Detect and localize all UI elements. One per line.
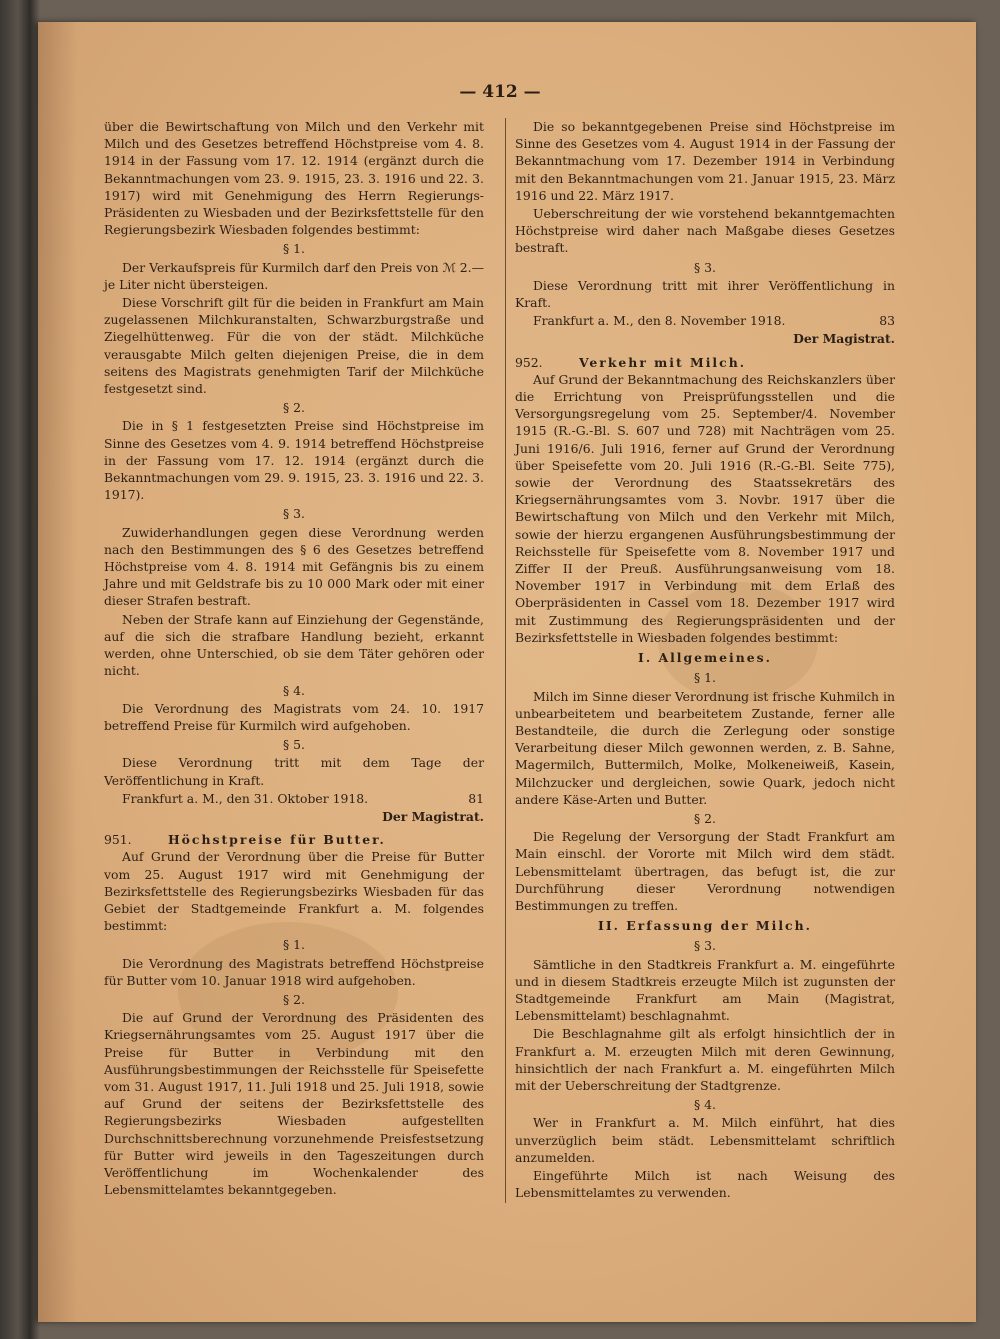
notice-heading: [515, 354, 895, 371]
paragraph: Auf Grund der Bekanntmachung des Reichskanzlers über die Errichtung von Preisprüfungsstellen und die Versorgungsregelung vom 25. September/4. November 1915 (R.-G.-Bl. S. 607 und 728) mit Nachträgen vom 25. Juni 1916/6. Juli 1916, ferner auf Grund der Verordnung über Speisefette vom 20. Juli 1916 (R.-G.-Bl. Seite 775), sowie der Verordnung des Staatssekretärs des Kriegsernährungsamtes vom 3. Novbr. 1917 über die Bewirtschaftung von Milch und den Verkehr mit Milch, sowie der hierzu ergangenen Ausführungsbestimmung der Reichsstelle für Speisefette vom 8. November 1917 und Ziffer II der Preuß. Ausführungsanweisung vom 18. November 1917 in Verbindung mit dem Erlaß des Oberpräsidenten in Cassel vom 18. Dezember 1917 wird mit Zustimmung des Regierungspräsidenten und der Bezirksfettstelle in Wiesbaden folgendes bestimmt:: [515, 371, 895, 645]
part-heading: II. Erfassung der Milch.: [598, 918, 812, 934]
paragraph: Die so bekanntgegebenen Preise sind Höchstpreise im Sinne des Gesetzes vom 4. August 1914 in der Fassung der Bekanntmachung vom 17. Dezember 1914 in Verbindung mit den Bekanntmachungen vom 21. Januar 1915, 23. März 1916 und 22. März 1917.: [515, 119, 895, 203]
paragraph: Milch im Sinne dieser Verordnung ist frische Kuhmilch in unbearbeitetem und bearbeitetem Zustande, ferner alle Bestandteile, die durch die Zerlegung oder sonstige Verarbeitung dieser Milch gewonnen werden, z. B. Sahne, Magermilch, Buttermilch, Molke, Molkeneiweiß, Kasein, Milchzucker und dergleichen, sowie Quark, jedoch nicht andere Käse-Arten und Butter.: [515, 688, 895, 807]
paragraph: über die Bewirtschaftung von Milch und den Verkehr mit Milch und des Gesetzes betreffend Höchstpreise vom 4. 8. 1914 in der Fassung vom 17. 12. 1914 (ergänzt durch die Bekanntmachungen vom 23. 9. 1915, 23. 3. 1916 und 22. 3. 1917) wird mit Genehmigung des Herrn Regierungs-Präsidenten zu Wiesbaden und der Bezirksfettstelle für den Regierungsbezirk Wiesbaden folgendes bestimmt:: [104, 119, 484, 238]
paragraph: Neben der Strafe kann auf Einziehung der Gegenstände, auf die sich die strafbare Handlung bezieht, erkannt werden, ohne Unterschied, ob sie dem Täter gehören oder nicht.: [104, 611, 484, 679]
paragraph: Diese Verordnung tritt mit ihrer Veröffentlichung in Kraft.: [515, 277, 895, 311]
signature-line: [104, 790, 484, 807]
section-label: § 2.: [283, 991, 305, 1007]
left-column: [104, 118, 484, 1218]
paragraph: Die Beschlagnahme gilt als erfolgt hinsichtlich der in Frankfurt a. M. erzeugten Milch mit deren Gewinnung, hinsichtlich der nach Frankfurt a. M. eingeführten Milch mit der Ueberschreitung der Stadtgrenze.: [515, 1026, 895, 1093]
section-label: § 3.: [694, 938, 716, 954]
page-number: — 412 —: [459, 82, 541, 102]
notice-heading: [104, 831, 484, 848]
paragraph: Die Verordnung des Magistrats betreffend Höchstpreise für Butter vom 10. Januar 1918 wird aufgehoben.: [104, 955, 484, 988]
section-label: § 1.: [283, 241, 305, 257]
section-label: § 5.: [283, 737, 305, 753]
issuing-authority: Der Magistrat.: [382, 808, 484, 824]
issuing-authority: Der Magistrat.: [793, 331, 895, 347]
part-heading: I. Allgemeines.: [638, 650, 772, 666]
paragraph: Eingeführte Milch ist nach Weisung des Lebensmittelamtes zu verwenden.: [515, 1167, 895, 1201]
notice-title: Höchstpreise für Butter.: [167, 832, 386, 848]
paragraph: Der Verkaufspreis für Kurmilch darf den Preis von ℳ 2.— je Liter nicht übersteigen.: [104, 259, 484, 292]
section-label: § 4.: [694, 1097, 716, 1113]
paragraph: Wer in Frankfurt a. M. Milch einführt, hat dies unverzüglich beim städt. Lebensmittelamt schriftlich anzumelden.: [515, 1115, 895, 1165]
paragraph: Die Verordnung des Magistrats vom 24. 10. 1917 betreffend Preise für Kurmilch wird aufgehoben.: [104, 700, 484, 733]
paragraph: Diese Verordnung tritt mit dem Tage der Veröffentlichung in Kraft.: [104, 755, 484, 788]
signature-place-date: Frankfurt a. M., den 8. November 1918.: [533, 313, 786, 329]
notice-title: Verkehr mit Milch.: [578, 354, 747, 370]
section-label: § 1.: [694, 670, 716, 686]
paragraph: Ueberschreitung der wie vorstehend bekanntgemachten Höchstpreise wird daher nach Maßgabe dieses Gesetzes bestraft.: [515, 206, 895, 256]
section-label: § 3.: [694, 259, 716, 275]
notice-number: 81: [468, 790, 484, 806]
paragraph: Sämtliche in den Stadtkreis Frankfurt a. M. eingeführte und in diesem Stadtkreis erzeugte Milch ist zugunsten der Stadtgemeinde Frankfurt am Main (Magistrat, Lebensmittelamt) beschlagnahmt.: [515, 956, 895, 1024]
paragraph: Die in § 1 festgesetzten Preise sind Höchstpreise im Sinne des Gesetzes vom 4. 9. 1914 betreffend Höchstpreise in der Fassung vom 17. 12. 1914 (ergänzt durch die Bekanntmachungen vom 29. 9. 1915, 23. 3. 1916 und 22. 3. 1917).: [104, 418, 484, 503]
signature-line: [515, 312, 895, 329]
section-label: § 2.: [694, 810, 716, 826]
column-divider: [505, 118, 506, 1203]
right-column: [515, 118, 895, 1218]
paragraph: Diese Vorschrift gilt für die beiden in Frankfurt am Main zugelassenen Milchkuranstalten, Schwarzburgstraße und Ziegelhüttenweg. Für die von der städt. Milchküche verausgabte Milch gelten diejenigen Preise, die in dem seitens des Magistrats genehmigten Tarif der Milchküche festgesetzt sind.: [104, 295, 484, 397]
notice-number: 952.: [515, 354, 543, 370]
section-label: § 4.: [283, 682, 305, 698]
paragraph: Zuwiderhandlungen gegen diese Verordnung werden nach den Bestimmungen des § 6 des Gesetzes betreffend Höchstpreise vom 4. 8. 1914 mit Gefängnis bis zu einem Jahre und mit Geldstrafe bis zu 10 000 Mark oder mit einer dieser Strafen bestraft.: [104, 524, 484, 609]
section-label: § 3.: [283, 506, 305, 522]
paragraph: Auf Grund der Verordnung über die Preise für Butter vom 25. August 1917 wird mit Genehmigung der Bezirksfettstelle des Regierungsbezirks Wiesbaden für das Gebiet der Stadtgemeinde Frankfurt a. M. folgendes bestimmt:: [104, 849, 484, 934]
paragraph: Die Regelung der Versorgung der Stadt Frankfurt am Main einschl. der Vororte mit Milch wird dem städt. Lebensmittelamt übertragen, das befugt ist, die zur Durchführung dieser Verordnung notwendigen Bestimmungen zu treffen.: [515, 829, 895, 913]
notice-number: 83: [879, 313, 895, 329]
section-label: § 1.: [283, 937, 305, 953]
paragraph: Die auf Grund der Verordnung des Präsidenten des Kriegsernährungsamtes vom 25. August 1917 über die Preise für Butter in Verbindung mit den Ausführungsbestimmungen der Reichsstelle für Speisefette vom 31. August 1917, 11. Juli 1918 und 25. Juli 1918, sowie auf Grund der seitens der Bezirksfettstelle des Regierungsbezirks Wiesbaden aufgestellten Durchschnittsberechnung vorzunehmende Preisfestsetzung für Butter wird jeweils in den Tageszeitungen durch Veröffentlichung im Wochenkalender des Lebensmittelamtes bekanntgegeben.: [104, 1010, 484, 1198]
signature-place-date: Frankfurt a. M., den 31. Oktober 1918.: [122, 790, 369, 806]
notice-number: 951.: [104, 832, 132, 848]
section-label: § 2.: [283, 400, 305, 416]
